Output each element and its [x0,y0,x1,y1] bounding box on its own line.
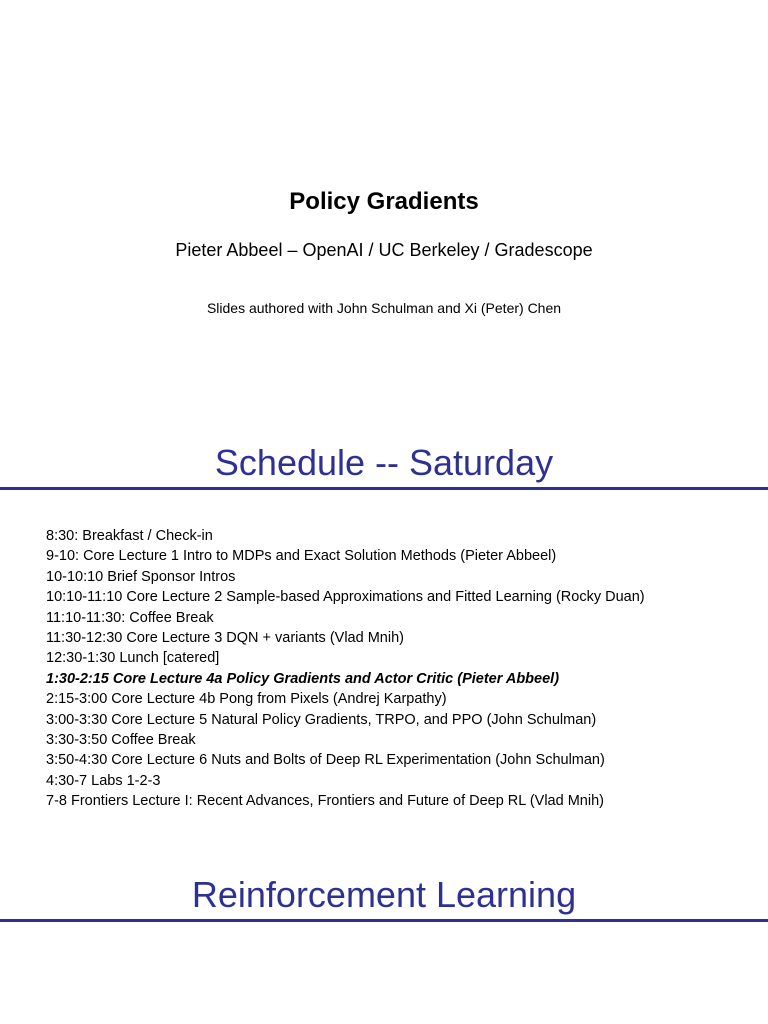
title-slide [0,0,768,430]
schedule-item: 11:10-11:30: Coffee Break [46,609,214,626]
schedule-item: 10-10:10 Brief Sponsor Intros [46,568,236,585]
schedule-item: 2:15-3:00 Core Lecture 4b Pong from Pixels (Andrej Karpathy) [46,691,447,708]
schedule-item: 7-8 Frontiers Lecture I: Recent Advances, Frontiers and Future of Deep RL (Vlad Mnih) [46,793,604,810]
schedule-item: 11:30-12:30 Core Lecture 3 DQN + variants (Vlad Mnih) [46,630,404,647]
schedule-item: 3:30-3:50 Coffee Break [46,732,196,749]
rl-divider [0,919,768,922]
page-title: Policy Gradients [289,188,479,215]
credits-line: Slides authored with John Schulman and Xi (Peter) Chen [206,300,562,316]
schedule-item: 10:10-11:10 Core Lecture 2 Sample-based Approximations and Fitted Learning (Rocky Duan) [46,589,645,606]
schedule-item-highlighted: 1:30-2:15 Core Lecture 4a Policy Gradients and Actor Critic (Pieter Abbeel) [46,670,560,687]
schedule-heading: Schedule -- Saturday [214,442,554,483]
schedule-item: 3:50-4:30 Core Lecture 6 Nuts and Bolts of Deep RL Experimentation (John Schulman) [46,752,605,769]
schedule-divider [0,487,768,490]
schedule-item: 8:30: Breakfast / Check-in [46,528,213,544]
schedule-item: 9-10: Core Lecture 1 Intro to MDPs and Exact Solution Methods (Pieter Abbeel) [46,548,557,565]
author-line: Pieter Abbeel – OpenAI / UC Berkeley / Gradescope [175,240,593,260]
schedule-item: 12:30-1:30 Lunch [catered] [46,650,220,667]
schedule-list [46,526,746,812]
rl-heading: Reinforcement Learning [191,874,577,915]
schedule-item: 4:30-7 Labs 1-2-3 [46,772,161,789]
schedule-item: 3:00-3:30 Core Lecture 5 Natural Policy Gradients, TRPO, and PPO (John Schulman) [46,711,597,728]
